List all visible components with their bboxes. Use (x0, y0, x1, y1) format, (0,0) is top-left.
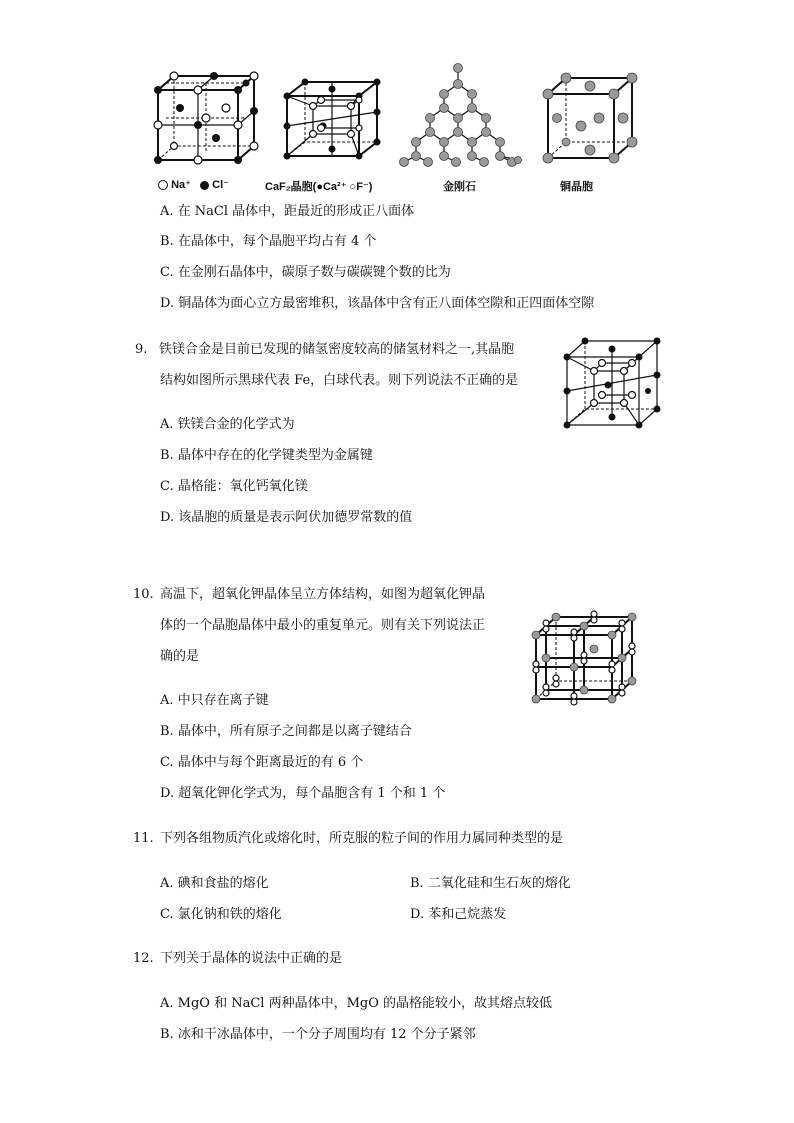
q9-option-a: A. 铁镁合金的化学式为 (160, 417, 295, 432)
q12-option-a: A. MgO 和 NaCl 两种晶体中，MgO 的晶格能较小，故其熔点较低 (160, 996, 552, 1011)
q9-option-c: C. 晶格能：氧化钙氧化镁 (160, 479, 308, 494)
q12-number: 12. (133, 951, 154, 966)
q11-option-a: A. 碘和食盐的熔化 (160, 876, 269, 891)
q10-stem-line2: 体的一个晶胞晶体中最小的重复单元。则有关下列说法正 (160, 618, 486, 633)
ko2-cell-figure (528, 607, 640, 709)
q9-option-d: D. 该晶胞的质量是表示阿伏加德罗常数的值 (160, 510, 413, 525)
caf2-lattice-figure (283, 78, 381, 160)
q9-stem-line2: 结构如图所示黑球代表 Fe，白球代表。则下列说法不正确的是 (160, 373, 519, 388)
fe-mg-alloy-cell-figure (562, 335, 662, 430)
q10-option-b: B. 晶体中，所有原子之间都是以离子键结合 (160, 724, 412, 739)
caf2-caption: CaF₂晶胞(●Ca²⁺ ○F⁻) (265, 181, 373, 193)
q11-option-c: C. 氯化钠和铁的熔化 (160, 907, 282, 922)
q8-option-c: C. 在金刚石晶体中，碳原子数与碳碳键个数的比为 (160, 265, 451, 280)
q10-option-d: D. 超氧化钾化学式为，每个晶胞含有 1 个和 1 个 (160, 786, 446, 801)
nacl-legend-cl: Cl⁻ (212, 179, 229, 191)
diamond-caption: 金刚石 (443, 181, 476, 193)
q11-option-b: B. 二氧化硅和生石灰的熔化 (410, 876, 571, 891)
q10-stem-line1: 10. 高温下，超氧化钾晶体呈立方体结构，如图为超氧化钾晶 (133, 587, 486, 602)
q9-stem-line1: 9. 铁镁合金是目前已发现的储氢密度较高的储氢材料之一,其晶胞 (135, 342, 515, 357)
q8-option-b: B. 在晶体中，每个晶胞平均占有 4 个 (160, 234, 377, 249)
q10-number: 10. (133, 587, 154, 602)
q11-stem: 11. 下列各组物质汽化或熔化时，所克服的粒子间的作用力属同种类型的是 (133, 831, 564, 846)
q8-option-a: A. 在 NaCl 晶体中，距最近的形成正八面体 (160, 204, 415, 219)
q9-number: 9. (135, 342, 148, 357)
q11-number: 11. (133, 831, 154, 846)
white-ball-icon (158, 180, 168, 190)
q8-option-d: D. 铜晶体为面心立方最密堆积，该晶体中含有正八面体空隙和正四面体空隙 (160, 296, 595, 311)
q11-option-d: D. 苯和己烷蒸发 (410, 907, 507, 922)
q12-stem: 12. 下列关于晶体的说法中正确的是 (133, 951, 343, 966)
q10-option-a: A. 中只存在离子键 (160, 693, 269, 708)
q10-stem-line3: 确的是 (160, 649, 200, 664)
q9-option-b: B. 晶体中存在的化学键类型为金属键 (160, 448, 373, 463)
copper-cell-figure (543, 72, 638, 162)
diamond-structure-figure (400, 62, 525, 170)
nacl-lattice-figure (150, 68, 265, 168)
copper-caption: 铜晶胞 (560, 181, 593, 193)
black-ball-icon (200, 181, 209, 190)
q10-option-c: C. 晶体中与每个距离最近的有 6 个 (160, 755, 364, 770)
q12-option-b: B. 冰和干冰晶体中，一个分子周围均有 12 个分子紧邻 (160, 1027, 476, 1042)
nacl-legend-na: Na⁺ (171, 179, 191, 191)
